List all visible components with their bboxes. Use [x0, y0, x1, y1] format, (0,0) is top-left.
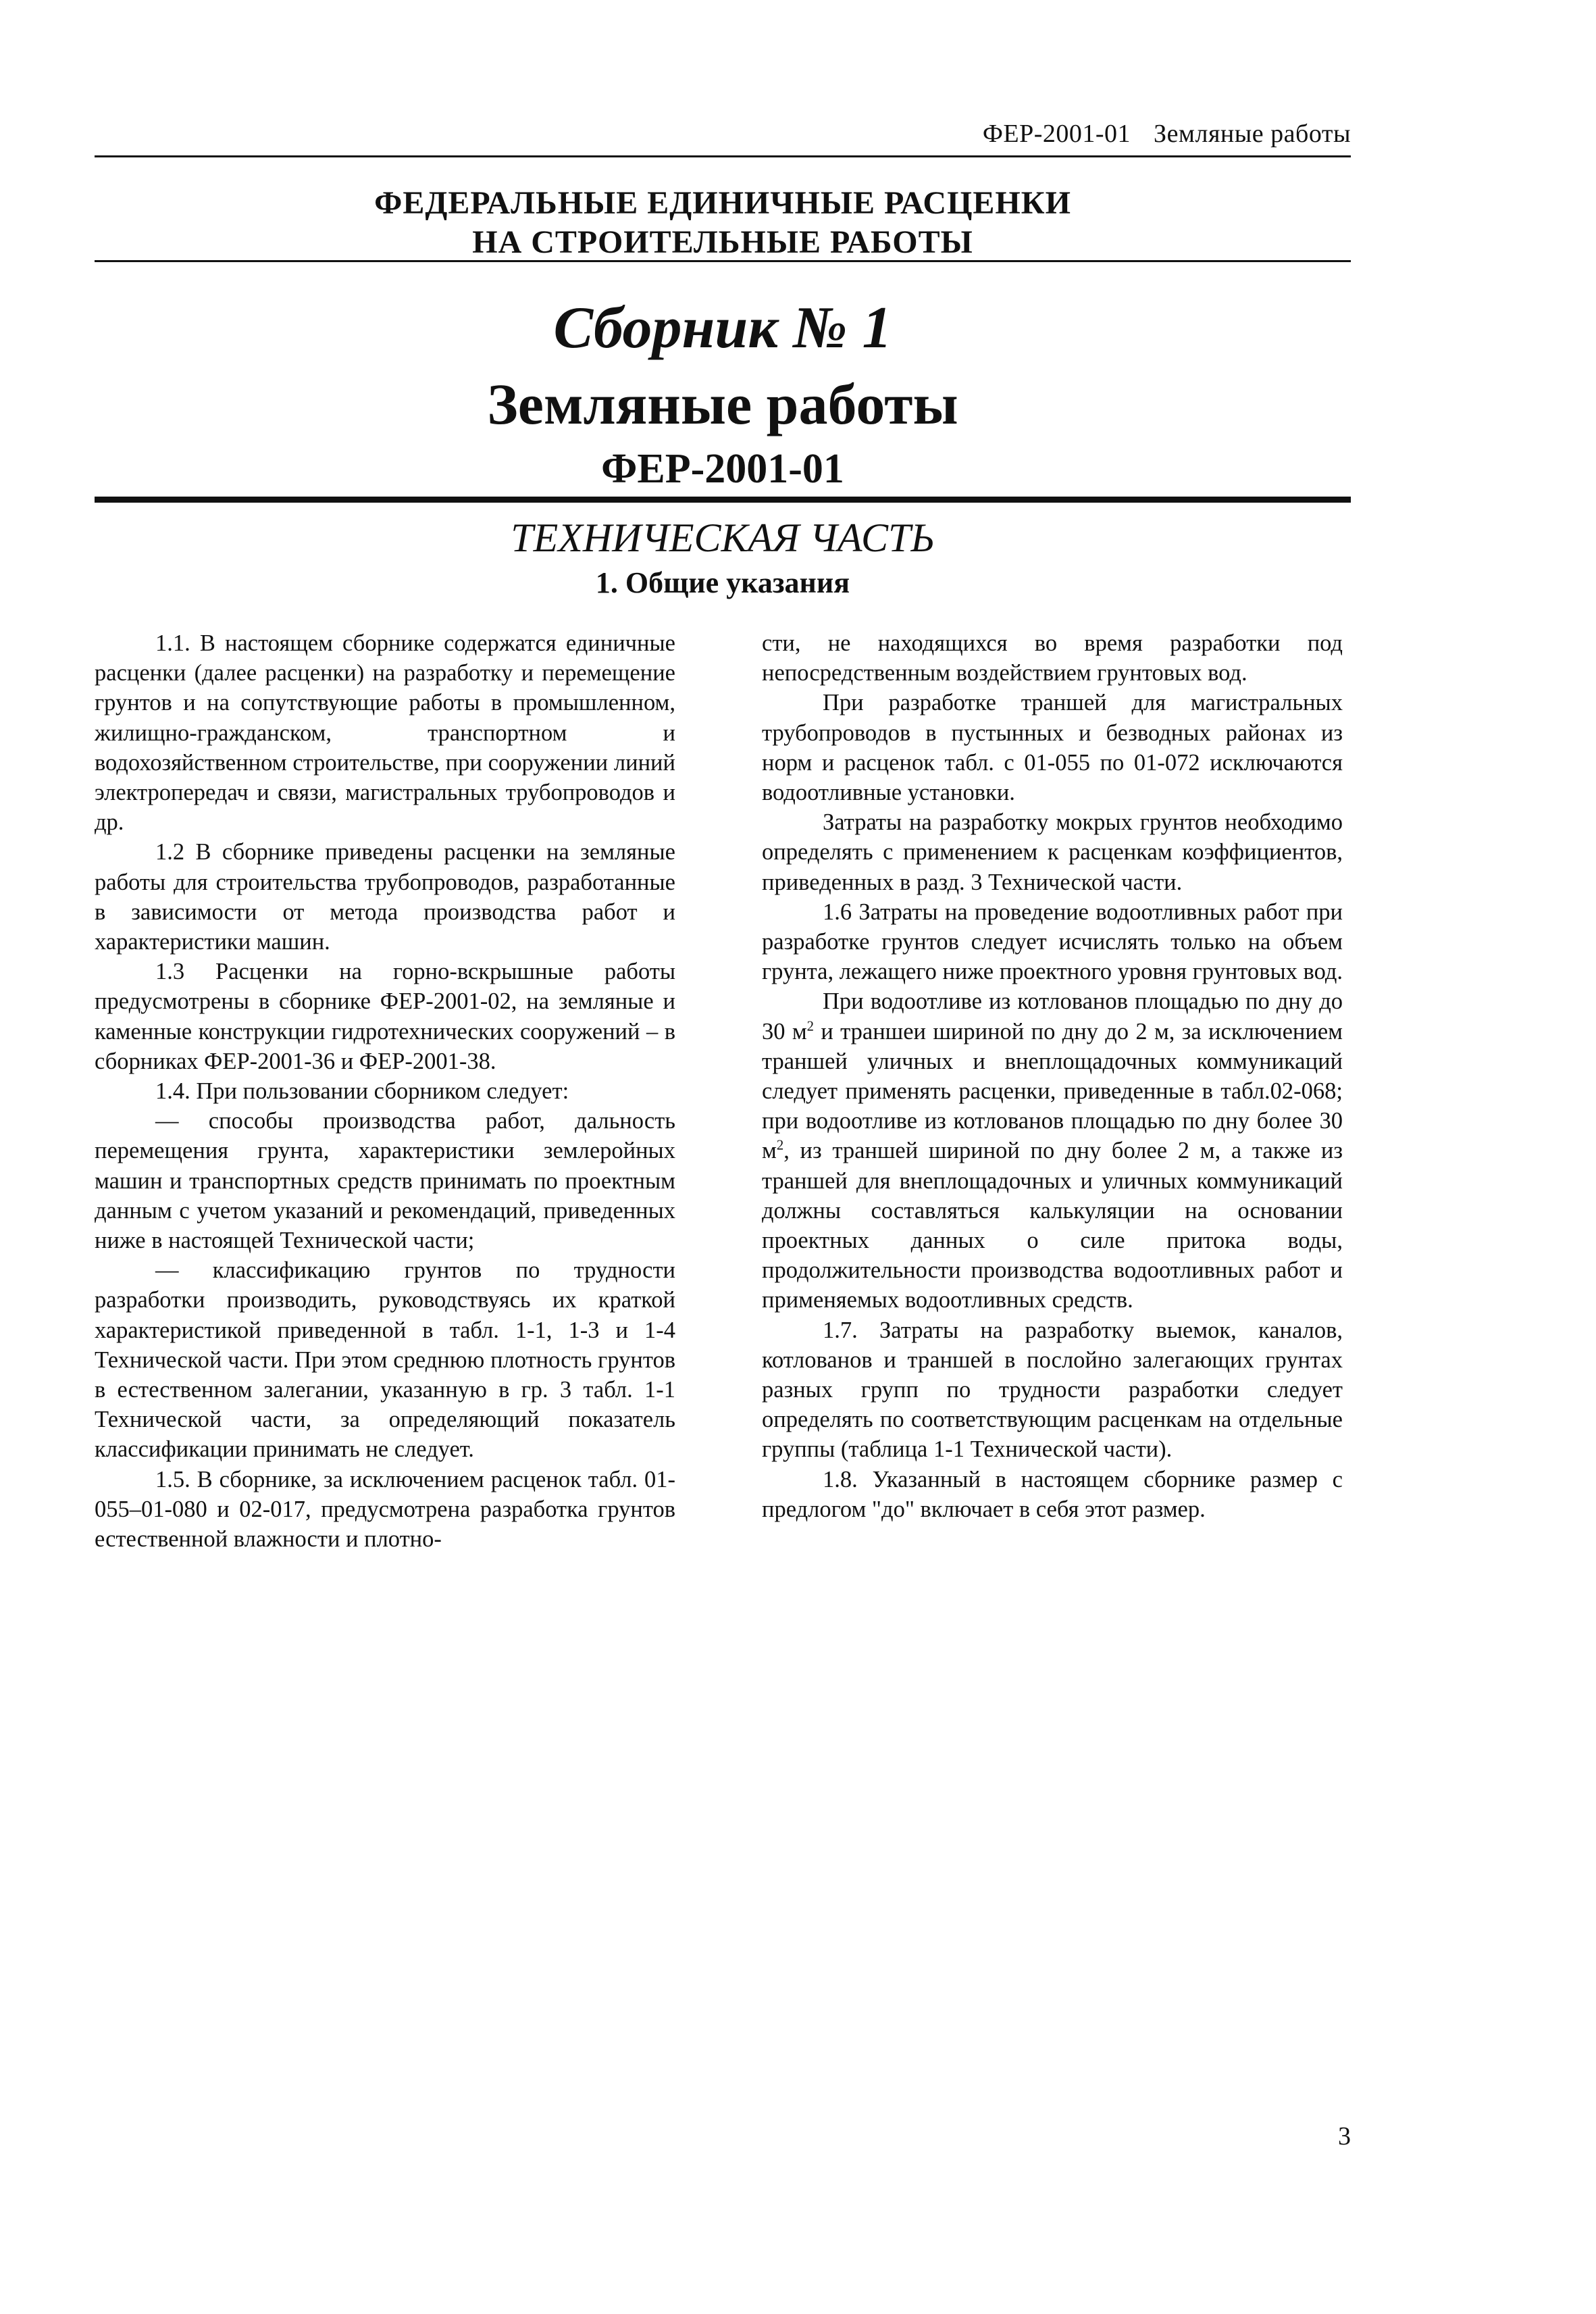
left-column [95, 628, 675, 1554]
paragraph-wet-soils: Затраты на разработку мокрых грунтов необходимо определять с применением к расценкам коэффициентов, приведенных в разд. 3 Технической части. [762, 809, 1343, 895]
dewatering-text-b: и траншеи шириной по дну до 2 м, за исключением траншей уличных и внеплощадочных коммуникаций следует применять расценки, приведенные в табл.02-068; при водоотливе из котлованов площадью по дну более 30 м [762, 1018, 1343, 1164]
paragraph-dewatering [762, 986, 1343, 1315]
header-rule [95, 155, 1351, 157]
dewatering-text-c: , из траншей шириной по дну более 2 м, а также из траншей для внеплощадочных и уличных коммуникаций должны составляться калькуляции на основании проектных данных о силе притока воды, продолжительности производства водоотливных работ и применяемых водоотливных средств. [762, 1138, 1343, 1313]
page-title: Земляные работы [487, 372, 958, 436]
paragraph-1-4-item-1: — способы производства работ, дальность перемещения грунта, характеристики землеройных машин и транспортных средств принимать по проектным данным с учетом указаний и рекомендаций, приведенных ниже в настоящей Технической части; [95, 1108, 675, 1254]
paragraph-1-6: 1.6 Затраты на проведение водоотливных работ при разработке грунтов следует исчислять только на объем грунта, лежащего ниже проектного уровня грунтовых вод. [762, 899, 1343, 985]
section-heading: 1. Общие указания [595, 566, 850, 599]
paragraph-1-8: 1.8. Указанный в настоящем сборнике размер с предлогом "до" включает в себя этот размер. [762, 1466, 1343, 1522]
paragraph-1-5: 1.5. В сборнике, за исключением расценок табл. 01-055–01-080 и 02-017, предусмотрена разработка грунтов естественной влажности и плотно- [95, 1466, 675, 1553]
collection-title-line2: НА СТРОИТЕЛЬНЫЕ РАБОТЫ [472, 224, 973, 260]
header-section: Земляные работы [1154, 120, 1351, 148]
paragraph-1-2: 1.2 В сборнике приведены расценки на земляные работы для строительства трубопроводов, разработанные в зависимости от метода производства работ и характеристики машин. [95, 839, 675, 955]
document-code: ФЕР-2001-01 [601, 446, 844, 492]
collection-number: Сборник № 1 [553, 295, 892, 361]
paragraph-1-4-item-2: — классификацию грунтов по трудности разработки производить, руководствуясь их краткой характеристикой приведенной в табл. 1-1, 1-3 и 1-4 Технической части. При этом среднюю плотность грунтов в естественном залегании, указанную в гр. 3 табл. 1-1 Технической части, за определяющий показатель классификации принимать не следует. [95, 1257, 675, 1463]
paragraph-1-7: 1.7. Затраты на разработку выемок, каналов, котлованов и траншей в послойно залегающих грунтах разных групп по трудности разработки следует определять по соответствующим расценкам на отдельные группы (таблица 1-1 Технической части). [762, 1317, 1343, 1463]
header-code: ФЕР-2001-01 [982, 120, 1131, 148]
right-column [762, 628, 1343, 1524]
paragraph-1-3: 1.3 Расценки на горно-вскрышные работы предусмотрены в сборнике ФЕР-2001-02, на земляные и каменные конструкции гидротехнических сооружений – в сборниках ФЕР-2001-36 и ФЕР-2001-38. [95, 959, 675, 1074]
title-rule [95, 260, 1351, 262]
superscript-2a: 2 [806, 1019, 815, 1034]
paragraph-1-5-continued: сти, не находящихся во время разработки под непосредственным воздействием грунтовых вод. [762, 630, 1343, 686]
superscript-2b: 2 [776, 1138, 784, 1153]
technical-part-heading: ТЕХНИЧЕСКАЯ ЧАСТЬ [511, 515, 935, 560]
paragraph-1-1: 1.1. В настоящем сборнике содержатся единичные расценки (далее расценки) на разработку и перемещение грунтов и на сопутствующие работы в промышленном, жилищно-гражданском, транспортном и водохозяйственном строительстве, при сооружении линий электропередач и связи, магистральных трубопроводов и др. [95, 630, 675, 836]
collection-title-line1: ФЕДЕРАЛЬНЫЕ ЕДИНИЧНЫЕ РАСЦЕНКИ [374, 185, 1071, 221]
paragraph-1-4: 1.4. При пользовании сборником следует: [155, 1078, 569, 1105]
dewatering-text-a: При водоотливе из котлованов площадью по дну до 30 м [762, 988, 1343, 1045]
running-header [95, 119, 1351, 149]
collection-title [95, 184, 1351, 262]
paragraph-trenches-deserts: При разработке траншей для магистральных трубопроводов в пустынных и безводных районах из норм и расценок табл. с 01-055 по 01-072 исключаются водоотливные установки. [762, 690, 1343, 806]
page-number: 3 [1338, 2122, 1351, 2150]
thick-rule [95, 497, 1351, 503]
